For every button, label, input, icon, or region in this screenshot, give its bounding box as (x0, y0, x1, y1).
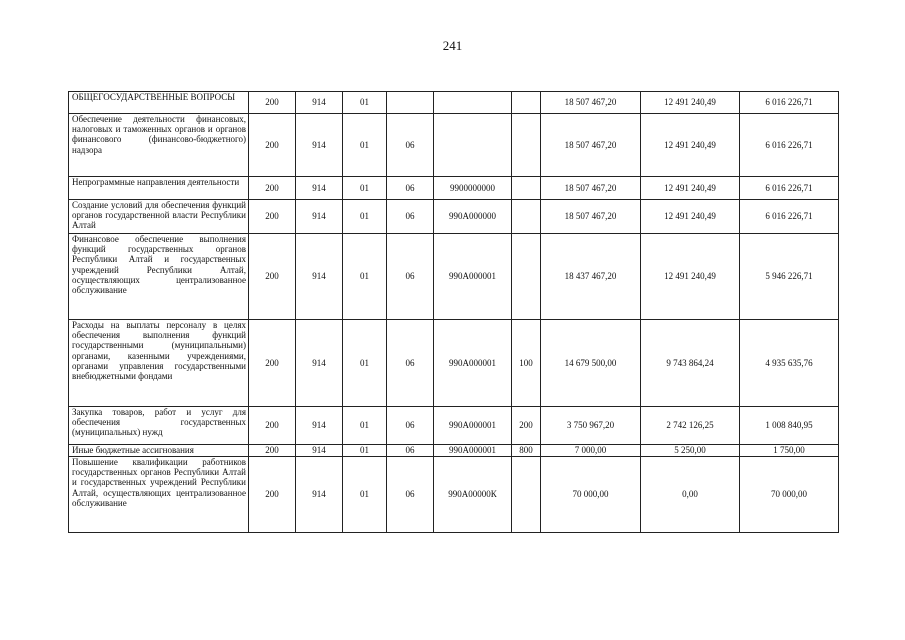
cell-v2: 12 491 240,49 (641, 200, 740, 234)
cell-c3: 01 (343, 407, 387, 445)
cell-c2: 914 (296, 445, 343, 457)
cell-v3: 6 016 226,71 (740, 200, 839, 234)
cell-v1: 70 000,00 (541, 457, 641, 533)
cell-v3: 4 935 635,76 (740, 320, 839, 407)
row-name: Обеспечение деятельности финансовых, налоговых и таможенных органов и органов финансового (финансово-бюджетного) надзора (69, 114, 249, 177)
cell-c2: 914 (296, 320, 343, 407)
cell-v3: 5 946 226,71 (740, 234, 839, 320)
cell-c5: 990А00000К (434, 457, 512, 533)
cell-c4: 06 (387, 445, 434, 457)
cell-c2: 914 (296, 407, 343, 445)
cell-v1: 3 750 967,20 (541, 407, 641, 445)
cell-c3: 01 (343, 114, 387, 177)
cell-c6: 100 (512, 320, 541, 407)
cell-c2: 914 (296, 114, 343, 177)
cell-c4: 06 (387, 320, 434, 407)
cell-c6: 800 (512, 445, 541, 457)
cell-c3: 01 (343, 200, 387, 234)
row-name: Иные бюджетные ассигнования (69, 445, 249, 457)
cell-c1: 200 (249, 320, 296, 407)
cell-c6 (512, 457, 541, 533)
cell-v3: 1 750,00 (740, 445, 839, 457)
cell-c6: 200 (512, 407, 541, 445)
cell-c1: 200 (249, 114, 296, 177)
cell-c4: 06 (387, 407, 434, 445)
cell-c6 (512, 92, 541, 114)
cell-c4: 06 (387, 200, 434, 234)
cell-v2: 12 491 240,49 (641, 177, 740, 200)
cell-v3: 6 016 226,71 (740, 177, 839, 200)
row-name: Расходы на выплаты персоналу в целях обеспечения выполнения функций государственными (муниципальными) органами, казенными учреждениями, органами управления государственными внебюджетными фондами (69, 320, 249, 407)
table-row (69, 320, 839, 407)
cell-c4: 06 (387, 457, 434, 533)
cell-c5: 990А000001 (434, 234, 512, 320)
row-name: Создание условий для обеспечения функций органов государственной власти Республики Алтай (69, 200, 249, 234)
cell-c5 (434, 114, 512, 177)
cell-c3: 01 (343, 457, 387, 533)
cell-c6 (512, 114, 541, 177)
cell-c1: 200 (249, 92, 296, 114)
cell-v1: 18 507 467,20 (541, 114, 641, 177)
cell-c2: 914 (296, 457, 343, 533)
cell-v3: 6 016 226,71 (740, 92, 839, 114)
cell-c5: 990А000001 (434, 407, 512, 445)
cell-c4: 06 (387, 234, 434, 320)
cell-c2: 914 (296, 200, 343, 234)
table-row (69, 114, 839, 177)
cell-v2: 12 491 240,49 (641, 234, 740, 320)
row-name: Закупка товаров, работ и услуг для обеспечения государственных (муниципальных) нужд (69, 407, 249, 445)
cell-c1: 200 (249, 200, 296, 234)
cell-v1: 18 507 467,20 (541, 92, 641, 114)
budget-table (68, 91, 839, 533)
table-row (69, 407, 839, 445)
cell-c2: 914 (296, 234, 343, 320)
cell-c5 (434, 92, 512, 114)
cell-v3: 1 008 840,95 (740, 407, 839, 445)
table-row (69, 445, 839, 457)
cell-c5: 990А000001 (434, 320, 512, 407)
cell-c3: 01 (343, 445, 387, 457)
table-body (69, 92, 839, 533)
table-row (69, 234, 839, 320)
cell-v1: 14 679 500,00 (541, 320, 641, 407)
cell-c4: 06 (387, 114, 434, 177)
cell-c3: 01 (343, 92, 387, 114)
cell-c1: 200 (249, 445, 296, 457)
cell-c2: 914 (296, 177, 343, 200)
cell-c3: 01 (343, 234, 387, 320)
cell-v2: 12 491 240,49 (641, 114, 740, 177)
cell-v3: 70 000,00 (740, 457, 839, 533)
cell-c6 (512, 200, 541, 234)
cell-v2: 0,00 (641, 457, 740, 533)
cell-c5: 9900000000 (434, 177, 512, 200)
cell-c1: 200 (249, 457, 296, 533)
cell-v1: 18 437 467,20 (541, 234, 641, 320)
row-name: Повышение квалификации работников государственных органов Республики Алтай и государственных учреждений Республики Алтай, осуществляющих централизованное обслуживание (69, 457, 249, 533)
cell-c4 (387, 92, 434, 114)
cell-v1: 7 000,00 (541, 445, 641, 457)
cell-v1: 18 507 467,20 (541, 200, 641, 234)
table-row (69, 200, 839, 234)
cell-c4: 06 (387, 177, 434, 200)
cell-c3: 01 (343, 177, 387, 200)
table-row (69, 457, 839, 533)
cell-v1: 18 507 467,20 (541, 177, 641, 200)
table-row (69, 92, 839, 114)
cell-c1: 200 (249, 177, 296, 200)
cell-v2: 9 743 864,24 (641, 320, 740, 407)
row-name: Финансовое обеспечение выполнения функций государственных органов Республики Алтай и государственных учреждений Республики Алтай, осуществляющих централизованное обслуживание (69, 234, 249, 320)
cell-c1: 200 (249, 234, 296, 320)
row-name: Непрограммные направления деятельности (69, 177, 249, 200)
cell-v2: 12 491 240,49 (641, 92, 740, 114)
cell-v2: 5 250,00 (641, 445, 740, 457)
cell-c3: 01 (343, 320, 387, 407)
table-row (69, 177, 839, 200)
cell-c6 (512, 234, 541, 320)
cell-c5: 990А000000 (434, 200, 512, 234)
cell-c5: 990А000001 (434, 445, 512, 457)
cell-c2: 914 (296, 92, 343, 114)
row-name: ОБЩЕГОСУДАРСТВЕННЫЕ ВОПРОСЫ (69, 92, 249, 114)
cell-v3: 6 016 226,71 (740, 114, 839, 177)
cell-c6 (512, 177, 541, 200)
cell-c1: 200 (249, 407, 296, 445)
page-number: 241 (442, 38, 463, 53)
cell-v2: 2 742 126,25 (641, 407, 740, 445)
